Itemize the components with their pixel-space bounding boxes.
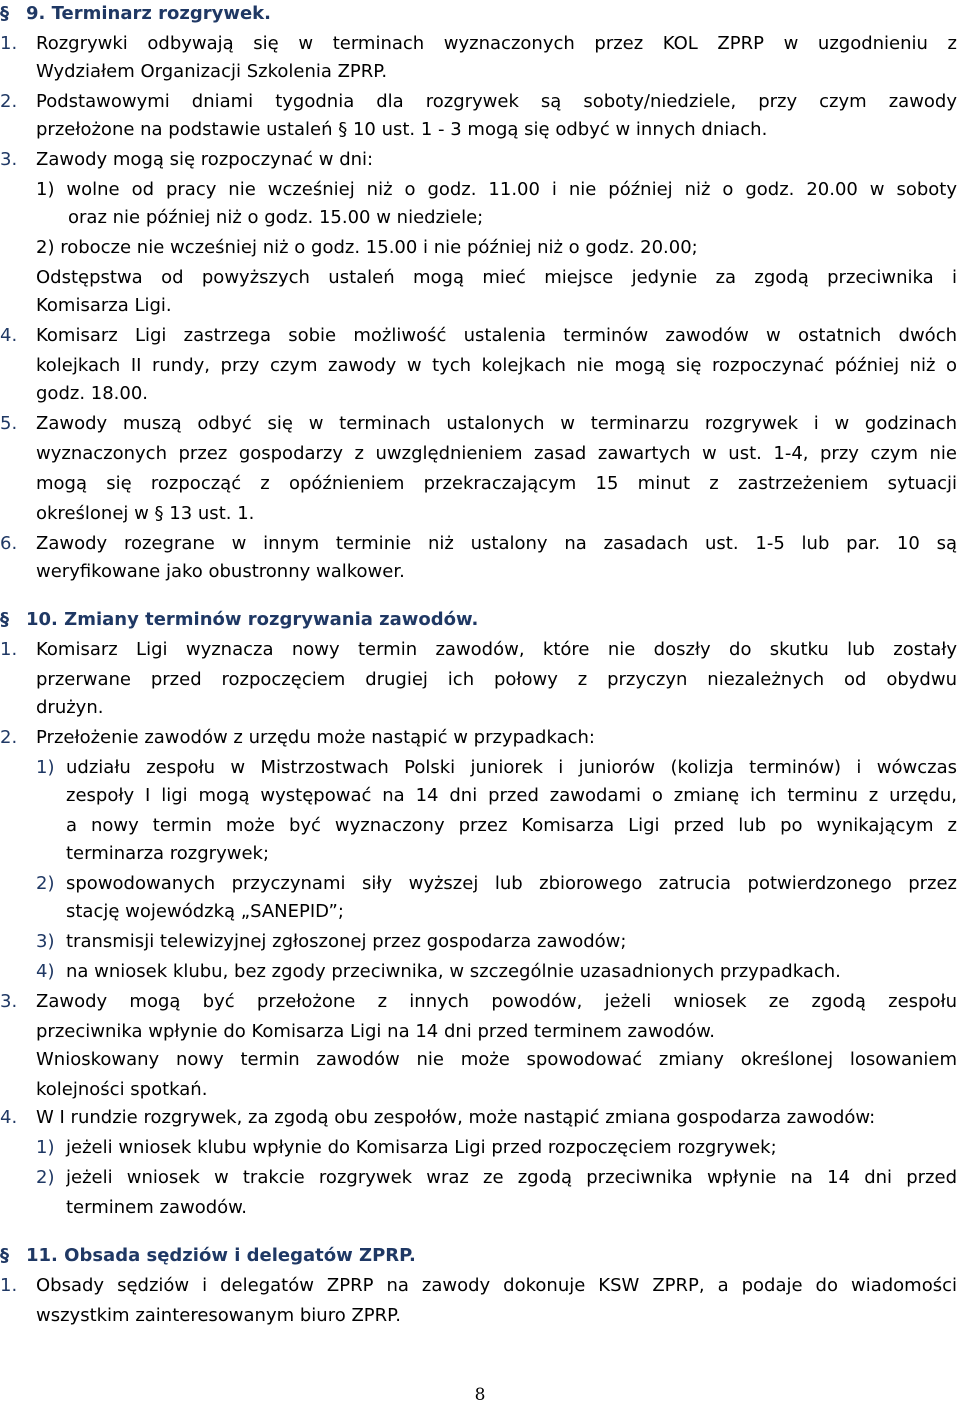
item-number: 3. (0, 149, 18, 170)
text-line (0, 503, 960, 525)
line-text: weryfikowane jako obustronny walkower. (36, 561, 405, 582)
text-line (0, 757, 960, 779)
text-line (0, 295, 960, 317)
text-line (0, 1305, 960, 1327)
line-text: określonej w § 13 ust. 1. (36, 503, 255, 524)
line-text: Rozgrywki odbywają się w terminach wyznaczonych przez KOL ZPRP w uzgodnieniu z (36, 33, 957, 54)
section-heading (0, 1245, 960, 1267)
text-line (0, 1275, 960, 1297)
text-line (0, 179, 960, 201)
line-text: mogą się rozpocząć z opóźnieniem przekraczającym 15 minut z zastrzeżeniem sytuacji (36, 473, 957, 494)
text-line (0, 561, 960, 583)
item-number: 5. (0, 413, 18, 434)
item-number: 3. (0, 991, 18, 1012)
item-number: 1. (0, 639, 18, 660)
line-text: Zawody mogą być przełożone z innych powodów, jeżeli wniosek ze zgodą zespołu (36, 991, 957, 1012)
text-line (0, 961, 960, 983)
item-number: 1) (36, 757, 55, 778)
line-text: godz. 18.00. (36, 383, 149, 404)
line-text: wszystkim zainteresowanym biuro ZPRP. (36, 1305, 401, 1326)
line-text: W I rundzie rozgrywek, za zgodą obu zespołów, może nastąpić zmiana gospodarza zawodów: (36, 1107, 876, 1128)
text-line (0, 473, 960, 495)
line-text: wyznaczonych przez gospodarzy z uwzględnieniem zasad zawartych w ust. 1-4, przy czym nie (36, 443, 957, 464)
item-number: 1. (0, 33, 18, 54)
text-line (0, 325, 960, 347)
text-line (0, 443, 960, 465)
line-text: 1) wolne od pracy nie wcześniej niż o godz. 11.00 i nie później niż o godz. 20.00 w soboty (36, 179, 957, 200)
text-line (0, 1197, 960, 1219)
line-text: terminarza rozgrywek; (66, 843, 270, 864)
text-line (0, 1167, 960, 1189)
text-line (0, 33, 960, 55)
page-number: 8 (474, 1385, 486, 1405)
line-text: Zawody rozegrane w innym terminie niż ustalony na zasadach ust. 1-5 lub par. 10 są (36, 533, 957, 554)
line-text: na wniosek klubu, bez zgody przeciwnika, w szczególnie uzasadnionych przypadkach. (66, 961, 841, 982)
text-line (0, 91, 960, 113)
line-text: Obsady sędziów i delegatów ZPRP na zawody dokonuje KSW ZPRP, a podaje do wiadomości (36, 1275, 957, 1296)
line-text: a nowy termin może być wyznaczony przez Komisarza Ligi przed lub po wynikającym z (66, 815, 957, 836)
section-title: 10. Zmiany terminów rozgrywania zawodów. (26, 609, 479, 630)
text-line (0, 1079, 960, 1101)
text-line (0, 1107, 960, 1129)
text-line (0, 1021, 960, 1043)
line-text: Komisarza Ligi. (36, 295, 172, 316)
text-line (0, 533, 960, 555)
item-number: 2) (36, 1167, 55, 1188)
text-line (0, 355, 960, 377)
line-text: przerwane przed rozpoczęciem drugiej ich połowy z przyczyn niezależnych od obydwu (36, 669, 957, 690)
text-line (0, 149, 960, 171)
text-line (0, 207, 960, 229)
text-line (0, 383, 960, 405)
item-number: 6. (0, 533, 18, 554)
line-text: Zawody muszą odbyć się w terminach ustalonych w terminarzu rozgrywek i w godzinach (36, 413, 957, 434)
section-mark: § (0, 3, 9, 24)
section-mark: § (0, 1245, 9, 1266)
text-line (0, 843, 960, 865)
text-line (0, 815, 960, 837)
line-text: Zawody mogą się rozpoczynać w dni: (36, 149, 374, 170)
text-line (0, 901, 960, 923)
item-number: 3) (36, 931, 55, 952)
text-line (0, 119, 960, 141)
line-text: spowodowanych przyczynami siły wyższej lub zbiorowego zatrucia potwierdzonego przez (66, 873, 957, 894)
line-text: drużyn. (36, 697, 104, 718)
text-line (0, 1137, 960, 1159)
line-text: Komisarz Ligi zastrzega sobie możliwość ustalenia terminów zawodów w ostatnich dwóch (36, 325, 957, 346)
line-text: Odstępstwa od powyższych ustaleń mogą mieć miejsce jedynie za zgodą przeciwnika i (36, 267, 957, 288)
section-title: 9. Terminarz rozgrywek. (26, 3, 271, 24)
line-text: przeciwnika wpłynie do Komisarza Ligi na 14 dni przed terminem zawodów. (36, 1021, 715, 1042)
line-text: Wydziałem Organizacji Szkolenia ZPRP. (36, 61, 388, 82)
text-line (0, 413, 960, 435)
section-title: 11. Obsada sędziów i delegatów ZPRP. (26, 1245, 416, 1266)
item-number: 4) (36, 961, 55, 982)
line-text: udziału zespołu w Mistrzostwach Polski juniorek i juniorów (kolizja terminów) i wówczas (66, 757, 957, 778)
line-text: Podstawowymi dniami tygodnia dla rozgrywek są soboty/niedziele, przy czym zawody (36, 91, 957, 112)
text-line (0, 237, 960, 259)
item-number: 2. (0, 91, 18, 112)
item-number: 1. (0, 1275, 18, 1296)
text-line (0, 267, 960, 289)
text-line (0, 873, 960, 895)
line-text: kolejkach II rundy, przy czym zawody w tych kolejkach nie mogą się rozpoczynać później niż o (36, 355, 957, 376)
text-line (0, 727, 960, 749)
line-text: Komisarz Ligi wyznacza nowy termin zawodów, które nie doszły do skutku lub zostały (36, 639, 957, 660)
text-line (0, 991, 960, 1013)
item-number: 4. (0, 1107, 18, 1128)
line-text: transmisji telewizyjnej zgłoszonej przez gospodarza zawodów; (66, 931, 627, 952)
line-text: jeżeli wniosek klubu wpłynie do Komisarza Ligi przed rozpoczęciem rozgrywek; (66, 1137, 777, 1158)
line-text: oraz nie później niż o godz. 15.00 w niedziele; (68, 207, 484, 228)
line-text: stację wojewódzką „SANEPID”; (66, 901, 344, 922)
line-text: zespoły I ligi mogą występować na 14 dni przed zawodami o zmianę ich terminu z urzędu, (66, 785, 957, 806)
text-line (0, 61, 960, 83)
line-text: przełożone na podstawie ustaleń § 10 ust. 1 - 3 mogą się odbyć w innych dniach. (36, 119, 768, 140)
line-text: 2) robocze nie wcześniej niż o godz. 15.00 i nie później niż o godz. 20.00; (36, 237, 698, 258)
text-line (0, 931, 960, 953)
item-number: 2) (36, 873, 55, 894)
text-line (0, 669, 960, 691)
line-text: kolejności spotkań. (36, 1079, 208, 1100)
line-text: Wnioskowany nowy termin zawodów nie może spowodować zmiany określonej losowaniem (36, 1049, 957, 1070)
text-line (0, 785, 960, 807)
section-mark: § (0, 609, 9, 630)
line-text: terminem zawodów. (66, 1197, 247, 1218)
text-line (0, 697, 960, 719)
line-text: jeżeli wniosek w trakcie rozgrywek wraz ze zgodą przeciwnika wpłynie na 14 dni przed (66, 1167, 957, 1188)
item-number: 1) (36, 1137, 55, 1158)
item-number: 2. (0, 727, 18, 748)
text-line (0, 639, 960, 661)
section-heading (0, 3, 960, 25)
text-line (0, 1049, 960, 1071)
section-heading (0, 609, 960, 631)
item-number: 4. (0, 325, 18, 346)
line-text: Przełożenie zawodów z urzędu może nastąpić w przypadkach: (36, 727, 595, 748)
